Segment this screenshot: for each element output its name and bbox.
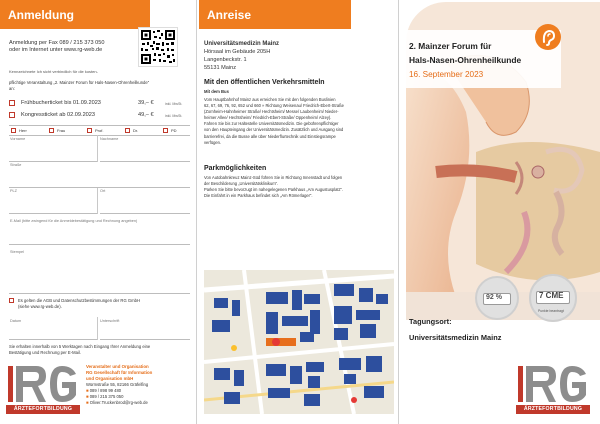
ort-field[interactable]: [100, 213, 190, 214]
registration-binding-line-2: an:: [9, 86, 15, 91]
venue-name: Universitätsmedizin Mainz: [204, 41, 280, 47]
ticket-early-vat: inkl. MwSt.: [165, 102, 183, 106]
unterschrift-field[interactable]: [100, 339, 190, 340]
organizer-fax: 089 / 215 375 050: [89, 394, 124, 399]
brand-wordmark: ÄRZTEFORTBILDUNG: [516, 405, 590, 414]
unterschrift-label: Unterschrift: [100, 319, 120, 323]
cme-points-badge: [529, 274, 577, 322]
fax-icon: ■: [86, 394, 89, 399]
campus-map[interactable]: [204, 270, 394, 414]
transit-text-line: Vom Hauptbahnhof Mainz aus erreichen Sie mit den folgenden Buslinien: [204, 97, 336, 102]
venue-line-3: 55131 Mainz: [204, 65, 237, 71]
ticket-congress-vat: inkl. MwSt.: [165, 114, 183, 118]
parking-text-line: Parken Sie bitte bevorzugt im nahegelegenen Parkhaus „Am Augustusplatz“.: [204, 187, 344, 193]
directions-panel: [199, 0, 399, 424]
datum-field[interactable]: [9, 339, 97, 340]
ticket-congress-checkbox[interactable]: [9, 112, 15, 118]
satisfaction-badge: [475, 276, 519, 320]
salutation-pd-label: PD: [171, 128, 177, 133]
confirmation-note-2: Bestätigung und Rechnung per E-Mail.: [9, 350, 81, 355]
cover-panel: [401, 0, 600, 424]
transit-text-line: heimer Allee/ Hechtsheim/ Friedrich-Ebert-Straße/ Oppenheim/ Alzey).: [204, 115, 332, 121]
transit-text: [204, 97, 394, 146]
registration-panel: [0, 0, 197, 424]
salutation-divider-bottom: [9, 135, 190, 136]
ort-label: Ort: [100, 189, 106, 193]
ticket-congress-label: Kongressticket ab 02.09.2023: [21, 112, 96, 118]
organizer-title-2: RG Gesellschaft für Information: [86, 370, 153, 375]
stempel-field[interactable]: [9, 293, 190, 294]
organizer-title-1: Veranstalter und Organisation: [86, 364, 149, 369]
salutation-herr-checkbox[interactable]: [11, 128, 16, 133]
parking-heading: Parkmöglichkeiten: [204, 165, 267, 172]
event-date: 16. September 2023: [409, 70, 484, 79]
transit-by-bus: Mit dem Bus: [204, 89, 229, 94]
organizer-phone: 089 / 898 99 480: [89, 388, 122, 393]
datum-label: Datum: [10, 319, 22, 323]
email-label: E-Mail (bitte zwingend für die Anmeldebestätigung und Rechnung angeben): [10, 219, 138, 223]
plz-field[interactable]: [9, 213, 97, 214]
directions-heading: Anreise: [199, 0, 351, 29]
registration-fax-line: Anmeldung per Fax 089 / 215 373 050: [9, 40, 105, 46]
brand-wordmark: ÄRZTEFORTBILDUNG: [6, 405, 80, 414]
rg-aerztefortbildung-logo: [6, 362, 80, 414]
cme-points-sub: Punkte beantragt: [538, 309, 564, 313]
ticket-early-label: Frühbucherticket bis 01.09.2023: [21, 100, 101, 106]
transit-text-line: verfügen.: [204, 139, 222, 145]
plz-label: PLZ: [10, 189, 17, 193]
salutation-prof-label: Prof.: [95, 128, 104, 133]
salutation-frau-label: Frau: [57, 128, 66, 133]
transit-text-line: barrierefrei, da die Busse alle über Niederflurtechnik und Einstiegsrampe: [204, 133, 336, 139]
salutation-dr-label: Dr.: [133, 128, 139, 133]
salutation-frau-checkbox[interactable]: [49, 128, 54, 133]
nachname-field[interactable]: [100, 161, 190, 162]
nachname-label: Nachname: [100, 137, 119, 141]
vorname-field[interactable]: [9, 161, 97, 162]
registration-web-line: oder im Internet unter www.rg-web.de: [9, 47, 103, 53]
rg-aerztefortbildung-logo: [516, 362, 590, 414]
confirmation-note-1: Sie erhalten innerhalb von 5 Werktagen nach Eingang Ihrer Anmeldung eine: [9, 344, 151, 349]
parking-text-line: Von Autobahnkreuz Mainz-Süd führen Sie in Richtung Innenstadt und folgen: [204, 175, 343, 180]
organizer-address: Würmstraße 55, 82166 Gräfelfing: [86, 382, 149, 387]
event-title-line-2: Hals-Nasen-Ohrenheilkunde: [409, 55, 522, 65]
salutation-herr-label: Herr: [19, 128, 27, 133]
email-field[interactable]: [9, 244, 190, 245]
organizer-title-3: und Organisation mbH: [86, 376, 134, 381]
ear-icon: [535, 24, 561, 50]
organizer-email-row: [86, 400, 148, 406]
venue-name-cover: Universitätsmedizin Mainz: [409, 333, 502, 342]
agb-line-1: Es gelten die AGB und Datenschutzbestimmungen der RG GmbH: [18, 298, 140, 303]
satisfaction-value: 92 %: [486, 294, 502, 301]
venue-line-1: Hörsaal im Gebäude 205H: [204, 49, 271, 55]
parking-text: [204, 175, 394, 199]
strasse-field[interactable]: [9, 187, 190, 188]
parking-text-line: Die Einfahrt in ein Parkhaus befindet sich „Am Römerlager“.: [204, 193, 313, 199]
salutation-divider-top: [9, 125, 190, 126]
ticket-early-price: 39,– €: [138, 100, 154, 106]
salutation-pd-checkbox[interactable]: [163, 128, 168, 133]
registration-heading: Anmeldung: [0, 0, 150, 29]
registration-form-intro: Kennzeichnete Ich sicht verbindlich für die kosten-: [9, 69, 98, 74]
transit-text-line: von den Haupteingang der Universitätsmedizin. Zusätzlich und Ausgang sind: [204, 127, 344, 133]
agb-line-2: (siehe www.rg-web.de).: [18, 304, 62, 309]
organizer-email[interactable]: Oliver.Truckenbrod@rg-web.de: [89, 400, 148, 405]
venue-label: Tagungsort:: [409, 317, 452, 326]
ticket-congress-price: 49,– €: [138, 112, 154, 118]
registration-binding-line-1: pflichtige Veranstaltung „2. Mainzer Forum für Hals-Nasen-Ohrenheilkunde“: [9, 80, 150, 85]
parking-text-line: der Beschilderung „Universitätsklinikum“.: [204, 181, 279, 187]
transit-heading: Mit den öffentlichen Verkehrsmitteln: [204, 79, 325, 86]
event-title-line-1: 2. Mainzer Forum für: [409, 41, 492, 51]
cme-points-value: 7 CME: [539, 291, 564, 300]
vorname-label: Vorname: [10, 137, 26, 141]
venue-line-2: Langenbeckstr. 1: [204, 57, 247, 63]
salutation-dr-checkbox[interactable]: [125, 128, 130, 133]
qr-code[interactable]: [138, 27, 178, 67]
agb-checkbox[interactable]: [9, 298, 14, 303]
salutation-prof-checkbox[interactable]: [87, 128, 92, 133]
transit-text-line: 62, 67, 69, 76, 92, 652 und 660 » Richtung Weisenau/ Friedrich-Ebert-Straße: [204, 103, 344, 109]
email-icon: ■: [86, 400, 89, 405]
strasse-label: Straße: [10, 163, 22, 167]
transit-text-line: Fahren Sie bis zur Haltestelle Universitätsmedizin. Die gebührenpflichtiger: [204, 121, 339, 127]
transit-text-line: (Zornheim-Hahnheimer Straße/ Hechtsheim/ Messe/ Laubenheim/ Nieder-: [204, 109, 339, 115]
ticket-early-checkbox[interactable]: [9, 100, 15, 106]
phone-icon: ■: [86, 388, 89, 393]
stempel-label: Stempel: [10, 250, 24, 254]
